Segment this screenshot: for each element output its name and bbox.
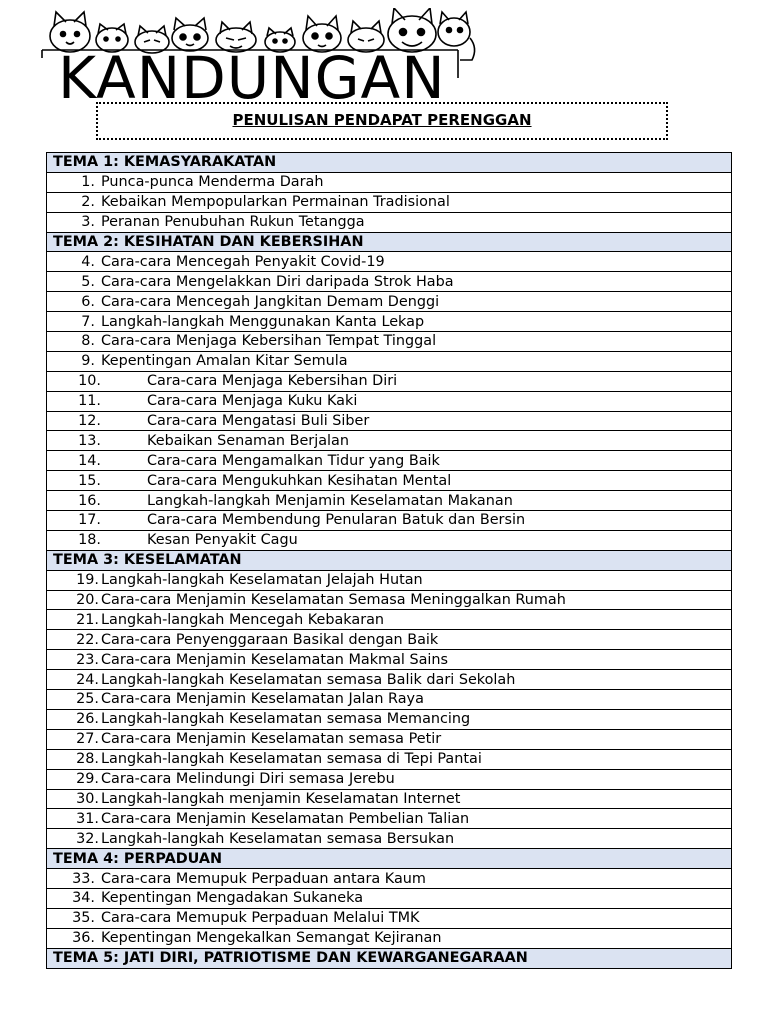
item-number: 36. bbox=[72, 930, 95, 947]
list-item-cell bbox=[47, 630, 732, 650]
item-title: Langkah-langkah Keselamatan semasa Balik dari Sekolah bbox=[101, 671, 516, 688]
list-item bbox=[47, 391, 732, 411]
list-item bbox=[47, 670, 732, 690]
item-number: 35. bbox=[72, 910, 95, 927]
item-number: 22. bbox=[76, 631, 99, 648]
item-title: Cara-cara Penyenggaraan Basikal dengan Baik bbox=[101, 631, 439, 648]
list-item bbox=[47, 590, 732, 610]
list-item-cell bbox=[47, 928, 732, 948]
item-number: 27. bbox=[76, 731, 99, 748]
item-number: 29. bbox=[76, 771, 99, 788]
item-title: Langkah-langkah menjamin Keselamatan Internet bbox=[101, 790, 461, 807]
item-number: 24. bbox=[76, 671, 99, 688]
list-item bbox=[47, 729, 732, 749]
list-item bbox=[47, 332, 732, 352]
list-item bbox=[47, 491, 732, 511]
item-title: Kebaikan Mempopularkan Permainan Tradisional bbox=[101, 194, 450, 211]
item-number: 11. bbox=[78, 393, 101, 410]
item-title: Cara-cara Menjaga Kebersihan Tempat Tinggal bbox=[101, 333, 437, 350]
item-title: Kepentingan Mengadakan Sukaneka bbox=[101, 890, 364, 907]
list-item bbox=[47, 888, 732, 908]
item-title: Cara-cara Mengukuhkan Kesihatan Mental bbox=[147, 472, 452, 489]
list-item bbox=[47, 908, 732, 928]
item-number: 18. bbox=[78, 532, 101, 549]
item-title: Kepentingan Mengekalkan Semangat Kejiranan bbox=[101, 930, 442, 947]
item-number: 32. bbox=[76, 830, 99, 847]
list-item bbox=[47, 610, 732, 630]
list-item-cell bbox=[47, 729, 732, 749]
list-item bbox=[47, 511, 732, 531]
item-title: Cara-cara Mencegah Penyakit Covid-19 bbox=[101, 253, 385, 270]
item-title: Cara-cara Menjamin Keselamatan semasa Petir bbox=[101, 731, 442, 748]
list-item-cell bbox=[47, 252, 732, 272]
item-title: Peranan Penubuhan Rukun Tetangga bbox=[101, 214, 365, 231]
list-item-cell bbox=[47, 888, 732, 908]
list-item bbox=[47, 172, 732, 192]
item-number: 15. bbox=[78, 472, 101, 489]
list-item-cell bbox=[47, 491, 732, 511]
list-item-cell bbox=[47, 172, 732, 192]
item-title: Kesan Penyakit Cagu bbox=[147, 532, 298, 549]
list-item bbox=[47, 292, 732, 312]
item-title: Langkah-langkah Menggunakan Kanta Lekap bbox=[101, 313, 425, 330]
list-item bbox=[47, 192, 732, 212]
item-number: 3. bbox=[81, 214, 95, 231]
item-number: 23. bbox=[76, 651, 99, 668]
list-item-cell bbox=[47, 391, 732, 411]
theme-row bbox=[47, 948, 732, 968]
list-item bbox=[47, 371, 732, 391]
list-item bbox=[47, 351, 732, 371]
item-number: 9. bbox=[81, 353, 95, 370]
list-item-cell bbox=[47, 590, 732, 610]
item-number: 26. bbox=[76, 711, 99, 728]
list-item-cell bbox=[47, 351, 732, 371]
item-number: 12. bbox=[78, 413, 101, 430]
item-title: Cara-cara Mencegah Jangkitan Demam Denggi bbox=[101, 293, 440, 310]
item-number: 20. bbox=[76, 592, 99, 609]
item-number: 8. bbox=[81, 333, 95, 350]
list-item-cell bbox=[47, 192, 732, 212]
item-number: 31. bbox=[76, 810, 99, 827]
list-item-cell bbox=[47, 650, 732, 670]
list-item-cell bbox=[47, 690, 732, 710]
list-item bbox=[47, 829, 732, 849]
item-title: Cara-cara Menjamin Keselamatan Jalan Raya bbox=[101, 691, 424, 708]
list-item-cell bbox=[47, 709, 732, 729]
item-number: 16. bbox=[78, 492, 101, 509]
item-number: 5. bbox=[81, 273, 95, 290]
list-item-cell bbox=[47, 471, 732, 491]
list-item-cell bbox=[47, 292, 732, 312]
page-subtitle: PENULISAN PENDAPAT PERENGGAN bbox=[232, 111, 532, 129]
list-item-cell bbox=[47, 570, 732, 590]
list-item-cell bbox=[47, 212, 732, 232]
list-item bbox=[47, 749, 732, 769]
theme-row bbox=[47, 153, 732, 173]
list-item bbox=[47, 769, 732, 789]
item-number: 30. bbox=[76, 790, 99, 807]
theme-heading: TEMA 4: PERPADUAN bbox=[47, 849, 732, 869]
item-number: 13. bbox=[78, 432, 101, 449]
item-title: Cara-cara Memupuk Perpaduan antara Kaum bbox=[101, 870, 426, 887]
theme-row bbox=[47, 550, 732, 570]
theme-heading: TEMA 3: KESELAMATAN bbox=[47, 550, 732, 570]
item-number: 14. bbox=[78, 452, 101, 469]
list-item bbox=[47, 690, 732, 710]
list-item-cell bbox=[47, 530, 732, 550]
list-item bbox=[47, 928, 732, 948]
theme-heading: TEMA 2: KESIHATAN DAN KEBERSIHAN bbox=[47, 232, 732, 252]
list-item-cell bbox=[47, 312, 732, 332]
list-item-cell bbox=[47, 908, 732, 928]
list-item-cell bbox=[47, 769, 732, 789]
list-item-cell bbox=[47, 829, 732, 849]
list-item-cell bbox=[47, 749, 732, 769]
item-number: 1. bbox=[81, 174, 95, 191]
item-title: Langkah-langkah Keselamatan semasa di Tepi Pantai bbox=[101, 751, 482, 768]
item-number: 33. bbox=[72, 870, 95, 887]
item-title: Cara-cara Mengatasi Buli Siber bbox=[147, 413, 370, 430]
item-title: Langkah-langkah Keselamatan Jelajah Hutan bbox=[101, 572, 423, 589]
item-title: Punca-punca Menderma Darah bbox=[101, 174, 324, 191]
item-number: 21. bbox=[76, 611, 99, 628]
item-title: Langkah-langkah Menjamin Keselamatan Makanan bbox=[147, 492, 513, 509]
list-item bbox=[47, 312, 732, 332]
list-item-cell bbox=[47, 610, 732, 630]
list-item bbox=[47, 471, 732, 491]
list-item-cell bbox=[47, 451, 732, 471]
item-number: 2. bbox=[81, 194, 95, 211]
list-item-cell bbox=[47, 272, 732, 292]
list-item bbox=[47, 451, 732, 471]
list-item bbox=[47, 411, 732, 431]
list-item-cell bbox=[47, 411, 732, 431]
item-number: 28. bbox=[76, 751, 99, 768]
theme-row bbox=[47, 849, 732, 869]
item-number: 6. bbox=[81, 293, 95, 310]
theme-heading: TEMA 5: JATI DIRI, PATRIOTISME DAN KEWARGANEGARAAN bbox=[47, 948, 732, 968]
item-title: Cara-cara Mengelakkan Diri daripada Strok Haba bbox=[101, 273, 454, 290]
item-title: Kebaikan Senaman Berjalan bbox=[147, 432, 349, 449]
item-title: Langkah-langkah Keselamatan semasa Bersukan bbox=[101, 830, 455, 847]
item-title: Cara-cara Menjaga Kuku Kaki bbox=[147, 393, 358, 410]
list-item bbox=[47, 570, 732, 590]
theme-row bbox=[47, 232, 732, 252]
item-title: Cara-cara Menjamin Keselamatan Semasa Meninggalkan Rumah bbox=[101, 592, 566, 609]
list-item-cell bbox=[47, 869, 732, 889]
item-title: Langkah-langkah Keselamatan semasa Memancing bbox=[101, 711, 471, 728]
subtitle-box bbox=[96, 102, 668, 140]
item-title: Kepentingan Amalan Kitar Semula bbox=[101, 353, 348, 370]
list-item-cell bbox=[47, 511, 732, 531]
list-item bbox=[47, 650, 732, 670]
page-title: KANDUNGAN bbox=[58, 44, 446, 112]
list-item bbox=[47, 272, 732, 292]
item-title: Cara-cara Menjamin Keselamatan Pembelian Talian bbox=[101, 810, 470, 827]
item-title: Cara-cara Memupuk Perpaduan Melalui TMK bbox=[101, 910, 420, 927]
list-item bbox=[47, 530, 732, 550]
list-item bbox=[47, 252, 732, 272]
list-item-cell bbox=[47, 371, 732, 391]
item-title: Cara-cara Membendung Penularan Batuk dan Bersin bbox=[147, 512, 526, 529]
list-item-cell bbox=[47, 809, 732, 829]
header bbox=[40, 8, 480, 112]
item-title: Cara-cara Menjamin Keselamatan Makmal Sains bbox=[101, 651, 449, 668]
theme-heading: TEMA 1: KEMASYARAKATAN bbox=[47, 153, 732, 173]
list-item bbox=[47, 709, 732, 729]
list-item-cell bbox=[47, 431, 732, 451]
item-number: 25. bbox=[76, 691, 99, 708]
list-item-cell bbox=[47, 332, 732, 352]
item-number: 19. bbox=[76, 572, 99, 589]
item-number: 7. bbox=[81, 313, 95, 330]
item-title: Cara-cara Melindungi Diri semasa Jerebu bbox=[101, 771, 395, 788]
list-item bbox=[47, 212, 732, 232]
list-item-cell bbox=[47, 789, 732, 809]
list-item bbox=[47, 630, 732, 650]
contents-table bbox=[46, 152, 732, 969]
item-number: 34. bbox=[72, 890, 95, 907]
list-item bbox=[47, 431, 732, 451]
list-item bbox=[47, 789, 732, 809]
item-title: Cara-cara Menjaga Kebersihan Diri bbox=[147, 373, 398, 390]
item-title: Langkah-langkah Mencegah Kebakaran bbox=[101, 611, 385, 628]
list-item-cell bbox=[47, 670, 732, 690]
item-title: Cara-cara Mengamalkan Tidur yang Baik bbox=[147, 452, 440, 469]
item-number: 4. bbox=[81, 253, 95, 270]
list-item bbox=[47, 809, 732, 829]
item-number: 10. bbox=[78, 373, 101, 390]
item-number: 17. bbox=[78, 512, 101, 529]
list-item bbox=[47, 869, 732, 889]
